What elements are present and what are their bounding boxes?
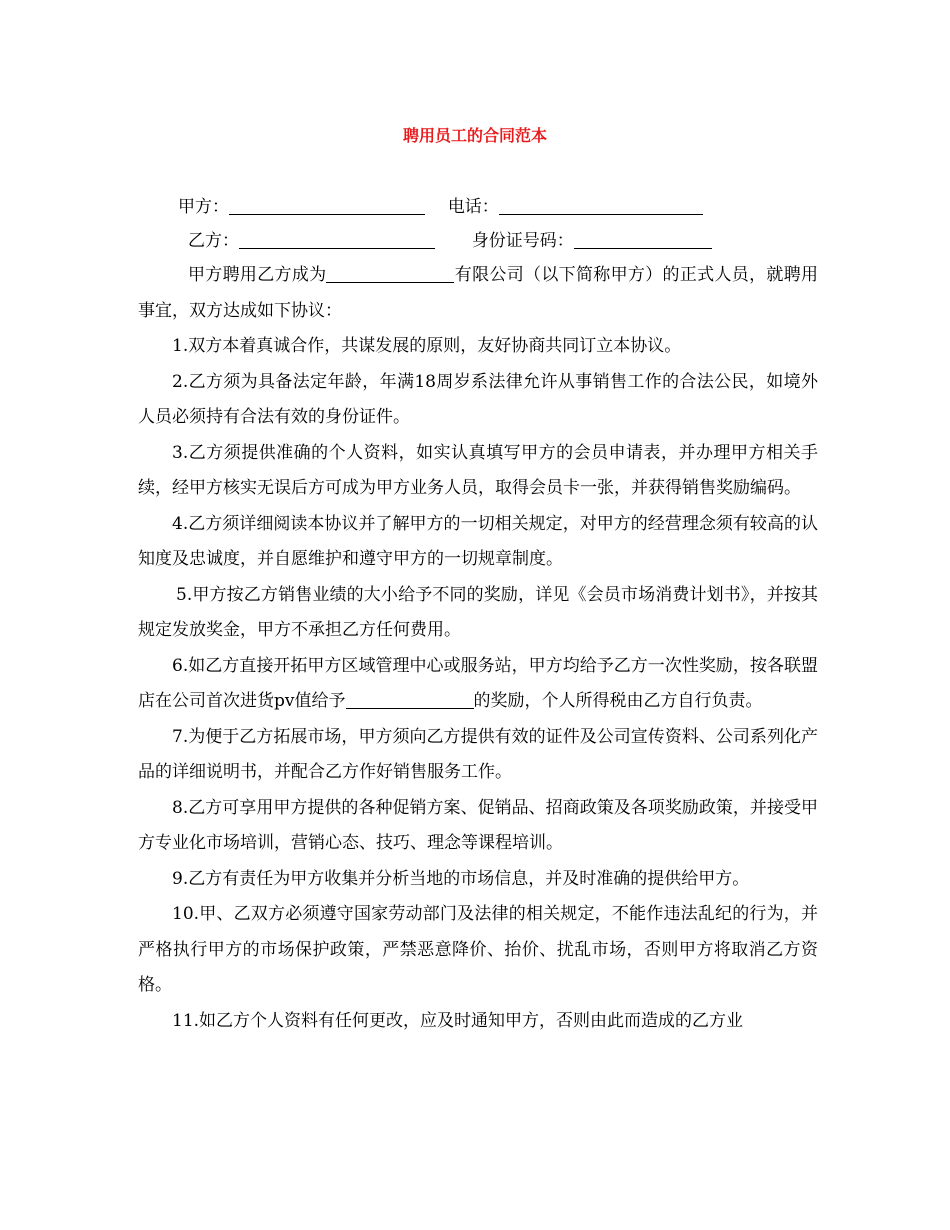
party-a-line	[138, 192, 818, 222]
clause-7: 7.为便于乙方拓展市场，甲方须向乙方提供有效的证件及公司宣传资料、公司系列化产品的详细说明书，并配合乙方作好销售服务工作。	[138, 726, 818, 782]
party-b-label: 乙方：	[188, 231, 239, 251]
reward-amount-blank[interactable]	[346, 688, 474, 709]
clause-11: 11.如乙方个人资料有任何更改，应及时通知甲方，否则由此而造成的乙方业	[172, 1010, 744, 1031]
clause-2: 2.乙方须为具备法定年龄，年满18周岁系法律允许从事销售工作的合法公民，如境外人员必须持有合法有效的身份证件。	[138, 371, 818, 427]
clause-6-text-1: 6.如乙方直接开拓甲方区域管理中心或服务站，甲方均给予乙方一次性奖励，按各联盟店在公司首次进货pv值给予	[138, 655, 818, 711]
clause-9: 9.乙方有责任为甲方收集并分析当地的市场信息，并及时准确的提供给甲方。	[172, 868, 750, 889]
party-a-label: 甲方：	[178, 197, 229, 217]
clause-1: 1.双方本着真诚合作，共谋发展的原则，友好协商共同订立本协议。	[172, 336, 682, 356]
clause-3: 3.乙方须提供准确的个人资料，如实认真填写甲方的会员申请表，并办理甲方相关手续，经甲方核实无误后方可成为甲方业务人员，取得会员卡一张，并获得销售奖励编码。	[138, 442, 818, 498]
clause-4: 4.乙方须详细阅读本协议并了解甲方的一切相关规定，对甲方的经营理念须有较高的认知度及忠诚度，并自愿维护和遵守甲方的一切规章制度。	[138, 513, 818, 569]
party-b-line	[138, 226, 818, 256]
clause-6	[138, 649, 818, 720]
phone-label: 电话：	[447, 197, 499, 217]
clause-6-text-2: 的奖励，个人所得税由乙方自行负责。	[473, 691, 763, 711]
id-number-blank[interactable]	[574, 228, 712, 249]
phone-blank[interactable]	[499, 194, 703, 215]
clause-8: 8.乙方可享用甲方提供的各种促销方案、促销品、招商政策及各项奖励政策，并接受甲方专业化市场培训，营销心态、技巧、理念等课程培训。	[138, 797, 818, 853]
party-b-blank[interactable]	[239, 228, 435, 249]
contract-body	[138, 192, 818, 1039]
intro-text-2: 有限公司（以下简称甲方）的正式人员，就聘用事宜，双方达成如下协议：	[138, 265, 819, 321]
clause-10: 10.甲、乙双方必须遵守国家劳动部门及法律的相关规定，不能作违法乱纪的行为，并严格执行甲方的市场保护政策，严禁恶意降价、抬价、扰乱市场，否则甲方将取消乙方资格。	[138, 904, 818, 995]
id-number-label: 身份证号码：	[471, 231, 574, 251]
clause-5: 5.甲方按乙方销售业绩的大小给予不同的奖励，详见《会员市场消费计划书》，并按其规定发放奖金，甲方不承担乙方任何费用。	[138, 584, 818, 640]
party-a-blank[interactable]	[229, 194, 425, 215]
company-name-blank[interactable]	[326, 262, 454, 283]
intro-paragraph	[138, 258, 818, 329]
intro-text-1: 甲方聘用乙方成为	[188, 265, 327, 285]
document-title: 聘用员工的合同范本	[402, 126, 547, 145]
